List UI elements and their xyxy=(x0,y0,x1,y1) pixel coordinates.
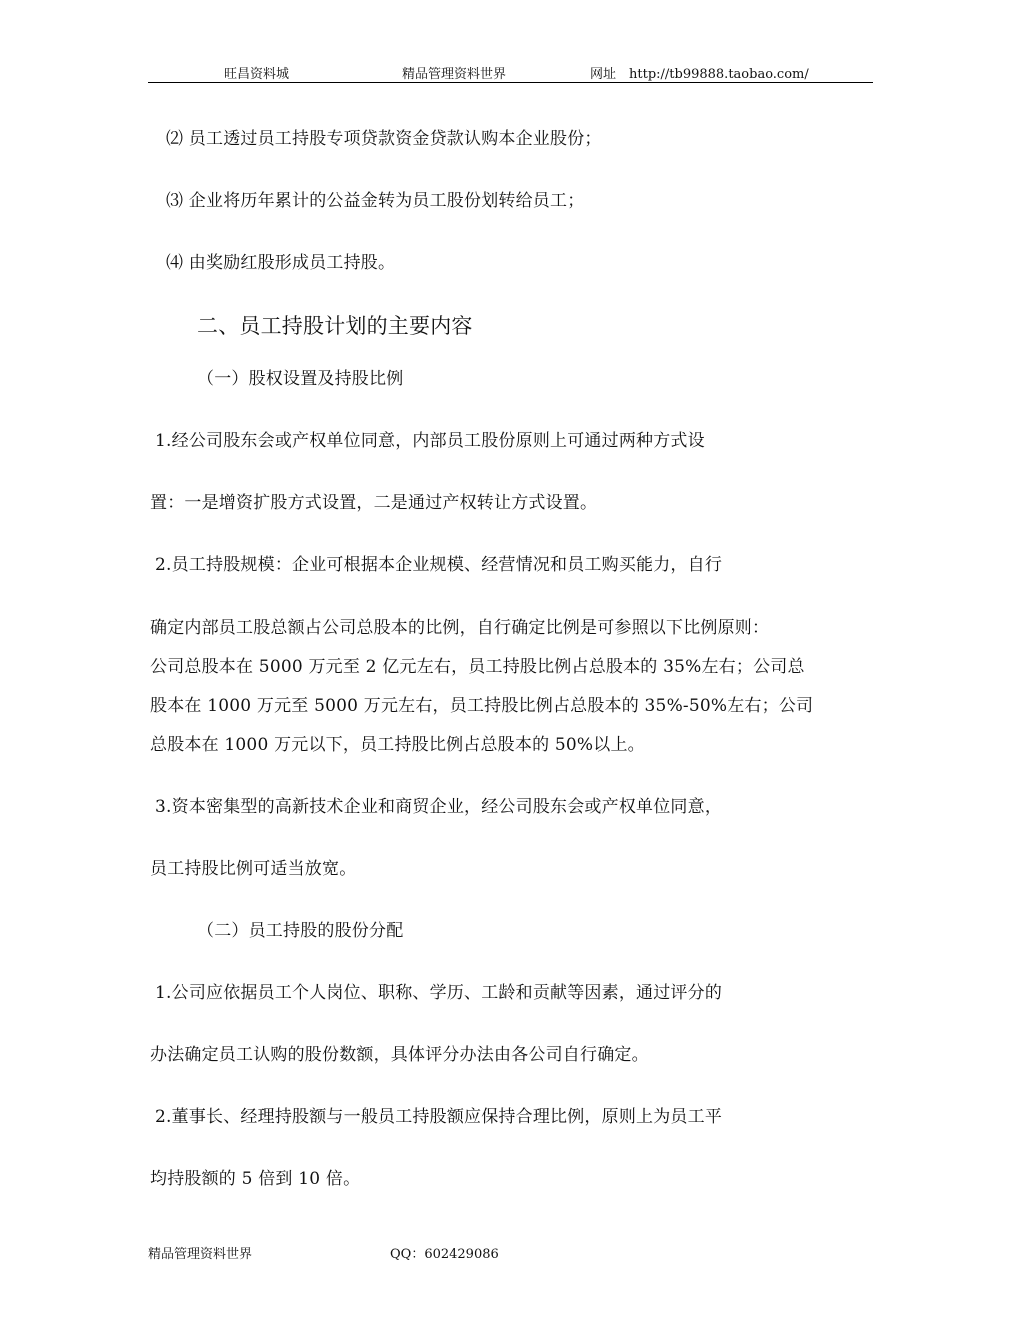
paragraph-line: 确定内部员工股总额占公司总股本的比例，自行确定比例是可参照以下比例原则： xyxy=(150,618,770,638)
paragraph-line: 员工持股比例可适当放宽。 xyxy=(150,859,357,879)
section-heading: 二、员工持股计划的主要内容 xyxy=(197,314,473,338)
paragraph-line: 总股本在 1000 万元以下，员工持股比例占总股本的 50%以上。 xyxy=(150,735,645,755)
paragraph-line: 2.董事长、经理持股额与一般员工持股额应保持合理比例，原则上为员工平 xyxy=(155,1107,723,1127)
footer-left-text: 精品管理资料世界 xyxy=(148,1247,253,1262)
page-header xyxy=(148,60,873,83)
paragraph-line: 3.资本密集型的高新技术企业和商贸企业，经公司股东会或产权单位同意， xyxy=(155,797,723,817)
paragraph-line: 均持股额的 5 倍到 10 倍。 xyxy=(150,1169,361,1189)
paragraph-line: 办法确定员工认购的股份数额，具体评分办法由各公司自行确定。 xyxy=(150,1045,649,1065)
subsection-heading-1: （一）股权设置及持股比例 xyxy=(197,369,404,389)
paragraph-line: 1.经公司股东会或产权单位同意，内部员工股份原则上可通过两种方式设 xyxy=(155,431,705,451)
paragraph-line: 2.员工持股规模：企业可根据本企业规模、经营情况和员工购买能力，自行 xyxy=(155,555,723,575)
subsection-heading-2: （二）员工持股的股份分配 xyxy=(197,921,404,941)
header-url: 网址 http://tb99888.taobao.com/ xyxy=(590,67,809,82)
paragraph-line: 1.公司应依据员工个人岗位、职称、学历、工龄和贡献等因素，通过评分的 xyxy=(155,983,723,1003)
list-item-2: ⑵ 员工透过员工持股专项贷款资金贷款认购本企业股份； xyxy=(166,129,602,149)
footer-qq: QQ：602429086 xyxy=(390,1247,499,1262)
list-item-3: ⑶ 企业将历年累计的公益金转为员工股份划转给员工； xyxy=(166,191,585,211)
paragraph-line: 公司总股本在 5000 万元至 2 亿元左右，员工持股比例占总股本的 35%左右；公司总 xyxy=(150,657,805,677)
paragraph-line: 股本在 1000 万元至 5000 万元左右，员工持股比例占总股本的 35%-50%左右；公司 xyxy=(150,696,814,716)
list-item-4: ⑷ 由奖励红股形成员工持股。 xyxy=(166,253,396,273)
header-world-name: 精品管理资料世界 xyxy=(402,67,507,82)
paragraph-line: 置：一是增资扩股方式设置，二是通过产权转让方式设置。 xyxy=(150,493,598,513)
header-site-name: 旺昌资料城 xyxy=(224,67,290,82)
